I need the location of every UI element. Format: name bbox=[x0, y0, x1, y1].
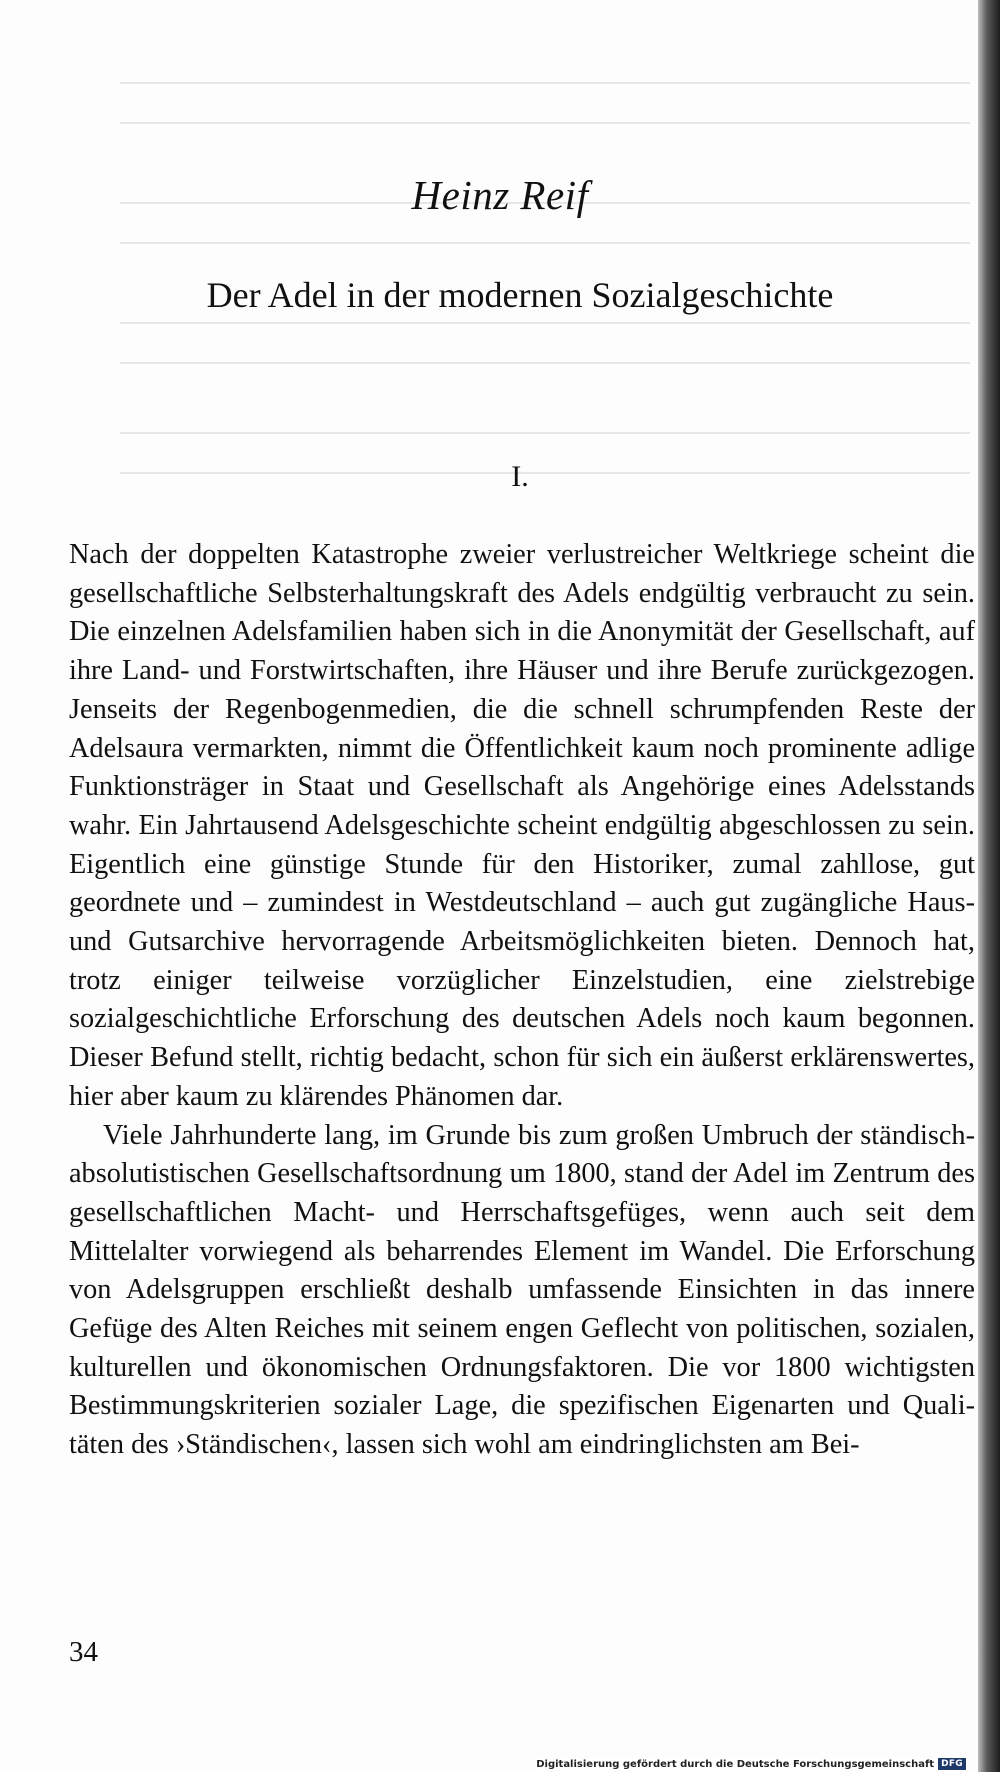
bleed-through-line bbox=[120, 122, 970, 124]
chapter-title: Der Adel in der modernen Sozialgeschichte bbox=[206, 275, 834, 315]
section-number: I. bbox=[511, 460, 529, 493]
footer-text: Digitalisierung gefördert durch die Deutsche Forschungsgemeinschaft bbox=[536, 1758, 935, 1770]
bleed-through-line bbox=[120, 362, 970, 364]
bleed-through-line bbox=[120, 322, 970, 324]
paragraph: Viele Jahrhunderte lang, im Grunde bis zum großen Umbruch der ständisch-absolutistischen Gesellschaftsordnung um 1800, stand der Adel im Zentrum des gesellschaftlichen Macht- und Herrschaftsgefüges, wenn auch seit dem Mittelalter vorwiegend als beharrendes Element im Wandel. Die Erforschung von Adelsgruppen erschließt deshalb umfassende Einsichten in das innere Gefüge des Alten Reiches mit seinem engen Geflecht von politischen, sozialen, kulturellen und ökonomischen Ordnungsfaktoren. Die vor 1800 wichtigsten Bestimmungskriterien sozialer Lage, die spezifischen Eigenarten und Qualitäten des ›Ständischen‹, lassen sich wohl am eindringlichsten am Bei- bbox=[69, 1119, 975, 1461]
paragraph: Nach der doppelten Katastrophe zweier verlustreicher Weltkriege scheint die gesellschaftliche Selbsterhaltungskraft des Adels endgültig verbraucht zu sein. Die einzelnen Adelsfamilien haben sich in die Anonymität der Gesellschaft, auf ihre Land- und Forstwirtschaften, ihre Häuser und ihre Berufe zurückgezogen. Jenseits der Regenbogenmedien, die die schnell schrumpfenden Reste der Adelsaura vermarkten, nimmt die Öffentlichkeit kaum noch prominente adlige Funktionsträger in Staat und Gesellschaft als Angehörige eines Adelsstands wahr. Ein Jahrtausend Adelsgeschichte scheint endgültig abgeschlossen zu sein. Eigentlich eine günstige Stunde für den Historiker, zumal zahllose, gut geordnete und – zumindest in Westdeutschland – auch gut zugängliche Haus- und Gutsarchive hervorragende Arbeitsmöglichkeiten bieten. Dennoch hat, trotz einiger teilweise vorzüglicher Einzelstudien, eine zielstrebige sozialgeschichtliche Erforschung des deutschen Adels noch kaum begonnen. Dieser Befund stellt, richtig bedacht, schon für sich ein äußerst erklärenswertes, hier aber kaum zu klärendes Phänomen dar. bbox=[69, 539, 975, 1112]
dfg-logo: DFG bbox=[938, 1758, 966, 1770]
book-binding-edge bbox=[978, 0, 1000, 1772]
page-number: 34 bbox=[69, 1636, 98, 1668]
digitization-footer bbox=[536, 1758, 966, 1770]
author-name: Heinz Reif bbox=[411, 172, 589, 218]
bleed-through-line bbox=[120, 242, 970, 244]
bleed-through-line bbox=[120, 432, 970, 434]
bleed-through-line bbox=[120, 82, 970, 84]
body-text bbox=[69, 536, 975, 1465]
